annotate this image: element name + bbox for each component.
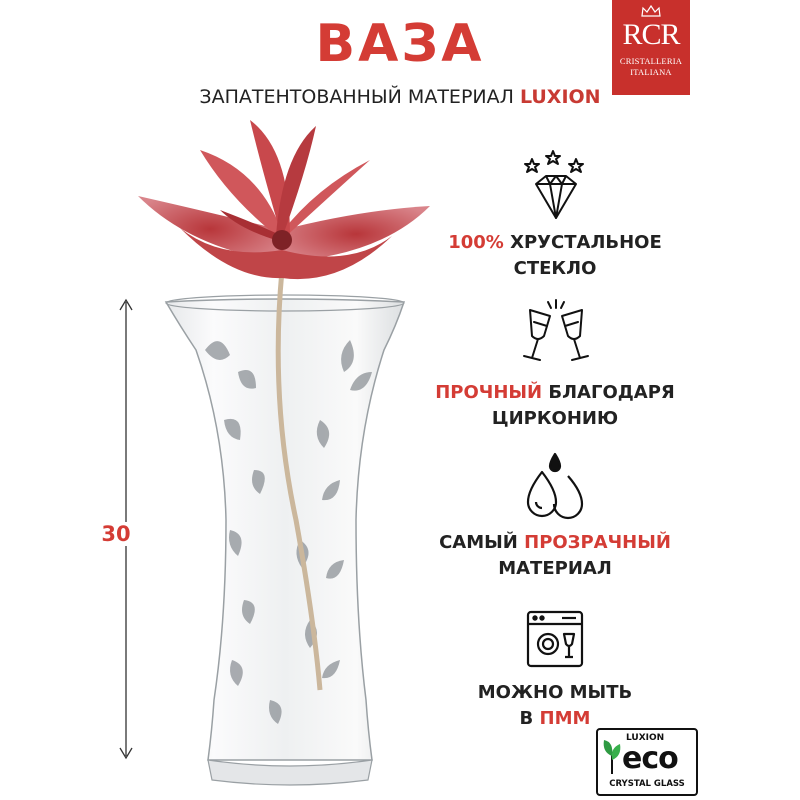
eco-badge xyxy=(596,728,698,796)
feature-crystal-text2: СТЕКЛО xyxy=(513,258,597,279)
page-title: ВАЗА xyxy=(315,14,485,74)
logo-line1: CRISTALLERIA xyxy=(619,56,683,66)
brand-logo xyxy=(612,0,690,95)
eco-badge-brand: LUXION xyxy=(626,733,665,743)
feature-crystal xyxy=(420,230,690,282)
feature-transparent xyxy=(420,530,690,582)
feature-transparent-pre: САМЫЙ xyxy=(439,532,525,553)
feature-durable-accent: ПРОЧНЫЙ xyxy=(435,382,543,403)
clinking-glasses-icon xyxy=(516,296,596,368)
subtitle-text: ЗАПАТЕНТОВАННЫЙ МАТЕРИАЛ xyxy=(199,86,514,108)
subtitle-accent: LUXION xyxy=(519,86,601,108)
feature-durable xyxy=(420,380,690,432)
vase-illustration xyxy=(110,110,440,790)
diamond-stars-icon xyxy=(520,148,592,224)
water-drops-icon xyxy=(522,450,588,524)
feature-durable-text: БЛАГОДАРЯ xyxy=(542,382,675,403)
height-label: 30 xyxy=(96,522,136,546)
eco-badge-caption: CRYSTAL GLASS xyxy=(609,779,685,789)
crown-icon xyxy=(612,4,690,18)
leaf-icon xyxy=(602,736,622,776)
feature-dishwasher-pre: В xyxy=(519,708,540,729)
feature-crystal-text: ХРУСТАЛЬНОЕ xyxy=(503,232,662,253)
feature-dishwasher-text: МОЖНО МЫТЬ xyxy=(477,682,633,703)
logo-line2: ITALIANA xyxy=(630,67,672,77)
feature-dishwasher-accent: ПММ xyxy=(539,708,591,729)
feature-dishwasher xyxy=(420,680,690,732)
feature-crystal-accent: 100% xyxy=(448,232,504,253)
feature-transparent-accent: ПРОЗРАЧНЫЙ xyxy=(524,532,671,553)
feature-transparent-text2: МАТЕРИАЛ xyxy=(498,558,612,579)
logo-mark: RCR xyxy=(622,18,680,51)
eco-badge-word: eco xyxy=(622,741,678,776)
feature-durable-text2: ЦИРКОНИЮ xyxy=(491,408,619,429)
dishwasher-icon xyxy=(524,608,586,670)
